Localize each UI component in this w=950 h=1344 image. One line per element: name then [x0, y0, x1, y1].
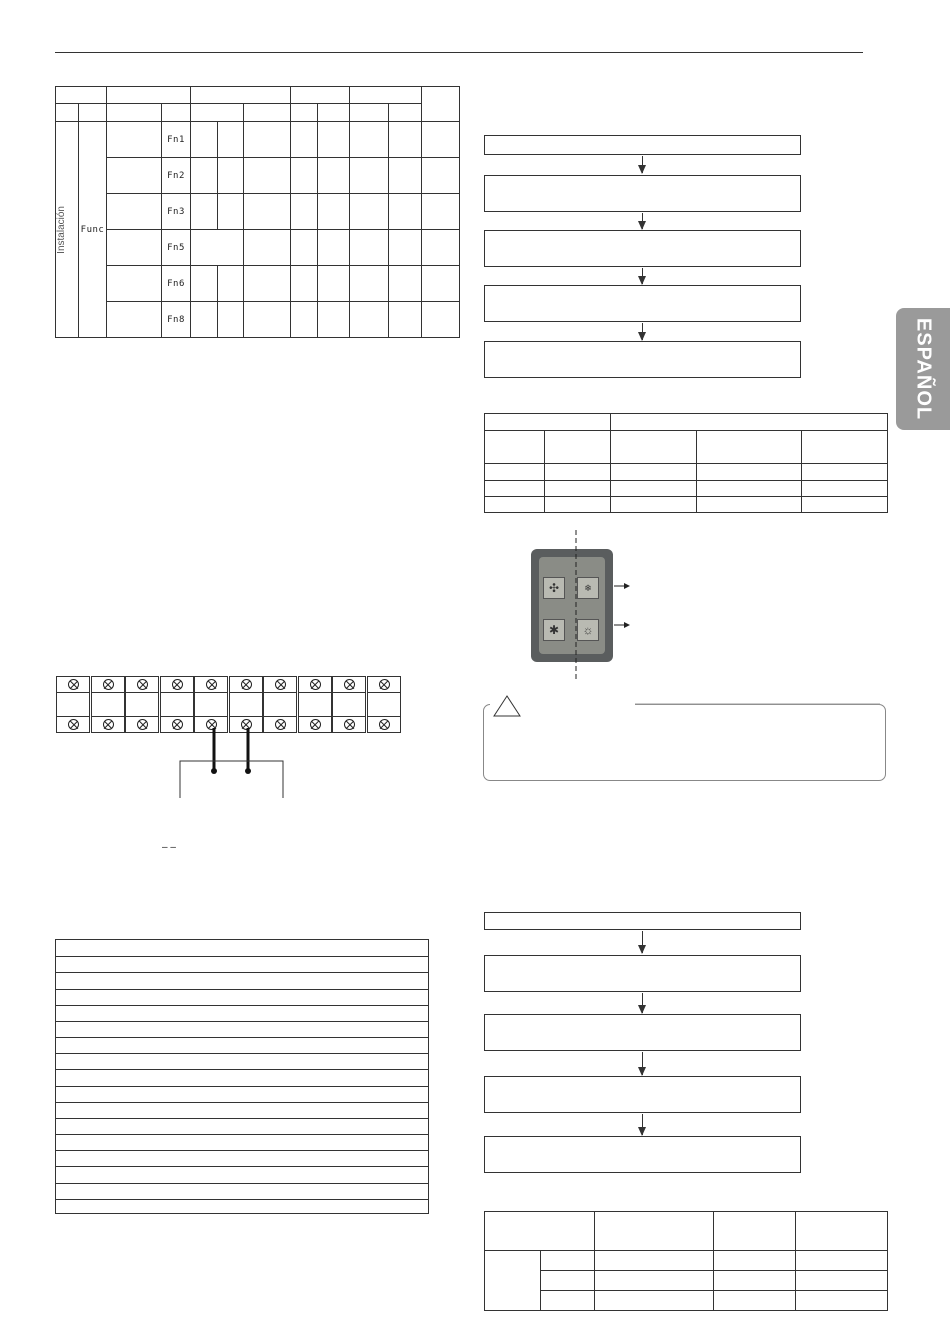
function-code-fn8: Fn8 [162, 302, 191, 338]
terminal-top-4 [160, 676, 194, 693]
terminal-top-2 [91, 676, 125, 693]
function-code-fn2: Fn2 [162, 158, 191, 194]
list-table-row-divider [56, 1199, 428, 1200]
list-table-row-divider [56, 1150, 428, 1151]
function-code-fn1: Fn1 [162, 122, 191, 158]
list-table-row-divider [56, 989, 428, 990]
terminal-screw-icon [68, 679, 79, 690]
terminal-screw-icon [137, 719, 148, 730]
bottom-table [484, 1211, 888, 1311]
cooling-button-icon: ✱ [543, 619, 565, 641]
terminal-screw-icon [344, 719, 355, 730]
terminal-screw-icon [275, 679, 286, 690]
function-code-fn6: Fn6 [162, 266, 191, 302]
terminal-screw-icon [344, 679, 355, 690]
terminal-bottom-8 [298, 716, 332, 733]
terminal-label-cell [263, 693, 297, 716]
caution-header [490, 694, 890, 720]
terminal-label-cell [194, 693, 228, 716]
group-label: Instalación [56, 205, 67, 254]
terminal-screw-icon [172, 679, 183, 690]
list-table-row-divider [56, 972, 428, 973]
flow1-step-2 [484, 175, 801, 212]
terminal-top-7 [263, 676, 297, 693]
flow2-arrow-2 [642, 993, 643, 1013]
terminal-bottom-1 [56, 716, 90, 733]
terminal-screw-icon [103, 679, 114, 690]
mode-code-func: Func [79, 122, 107, 338]
header-rule [55, 52, 863, 53]
function-table [55, 86, 460, 338]
photo-callouts [560, 530, 640, 680]
function-code-fn5: Fn5 [162, 230, 191, 266]
flow2-step-5 [484, 1136, 801, 1173]
list-table-row-divider [56, 1166, 428, 1167]
terminal-top-8 [298, 676, 332, 693]
flow2-arrow-1 [642, 931, 643, 953]
list-table-row-divider [56, 956, 428, 957]
terminal-label-cell [160, 693, 194, 716]
flow2-step-1 [484, 912, 801, 930]
function-code-fn3: Fn3 [162, 194, 191, 230]
terminal-bottom-3 [125, 716, 159, 733]
flow2-step-3 [484, 1014, 801, 1051]
terminal-label-cell [56, 693, 90, 716]
terminal-top-1 [56, 676, 90, 693]
terminal-screw-icon [310, 719, 321, 730]
heating-button-icon: ☼ [577, 619, 599, 641]
list-table-row-divider [56, 1134, 428, 1135]
terminal-screw-icon [310, 679, 321, 690]
flow1-arrow-1 [642, 156, 643, 173]
list-table-row-divider [56, 1118, 428, 1119]
list-table-row-divider [56, 1102, 428, 1103]
terminal-bottom-10 [367, 716, 401, 733]
terminal-bottom-9 [332, 716, 366, 733]
terminal-top-6 [229, 676, 263, 693]
terminal-screw-icon [103, 719, 114, 730]
terminal-label-cell [229, 693, 263, 716]
terminal-screw-icon [241, 679, 252, 690]
terminal-wiring [170, 728, 300, 800]
list-table-row-divider [56, 1183, 428, 1184]
flow2-step-4 [484, 1076, 801, 1113]
language-tab [896, 308, 950, 430]
setting-table [484, 413, 888, 513]
terminal-label-cell [125, 693, 159, 716]
terminal-label-cell [91, 693, 125, 716]
terminal-top-3 [125, 676, 159, 693]
list-table-row-divider [56, 1086, 428, 1087]
terminal-screw-icon [68, 719, 79, 730]
terminal-label-cell [298, 693, 332, 716]
terminal-label-cell [367, 693, 401, 716]
terminal-screw-icon [137, 679, 148, 690]
terminal-bottom-2 [91, 716, 125, 733]
flow2-arrow-4 [642, 1114, 643, 1135]
flow1-arrow-4 [642, 323, 643, 340]
terminal-strip [56, 676, 396, 733]
flow1-step-3 [484, 230, 801, 267]
terminal-screw-icon [206, 679, 217, 690]
terminal-label-cell [332, 693, 366, 716]
list-table [55, 939, 429, 1214]
list-table-row-divider [56, 1037, 428, 1038]
terminal-top-5 [194, 676, 228, 693]
flow2-arrow-3 [642, 1052, 643, 1075]
terminal-screw-icon [379, 679, 390, 690]
flow1-arrow-3 [642, 268, 643, 284]
flow1-step-1 [484, 135, 801, 155]
flow2-step-2 [484, 955, 801, 992]
list-table-row-divider [56, 1053, 428, 1054]
language-tab-label: ESPAÑOL [912, 317, 935, 421]
flow1-step-4 [484, 285, 801, 322]
list-table-row-divider [56, 1069, 428, 1070]
flow1-step-5 [484, 341, 801, 378]
flow1-arrow-2 [642, 213, 643, 229]
list-table-row-divider [56, 1021, 428, 1022]
terminal-top-9 [332, 676, 366, 693]
terminal-top-10 [367, 676, 401, 693]
list-table-row-divider [56, 1005, 428, 1006]
mode-indicator-icon: ❄ [577, 577, 599, 599]
fan-speed-button-icon: ✣ [543, 577, 565, 599]
dash-marks: – – [162, 842, 176, 853]
group-cell [56, 122, 79, 338]
terminal-screw-icon [379, 719, 390, 730]
